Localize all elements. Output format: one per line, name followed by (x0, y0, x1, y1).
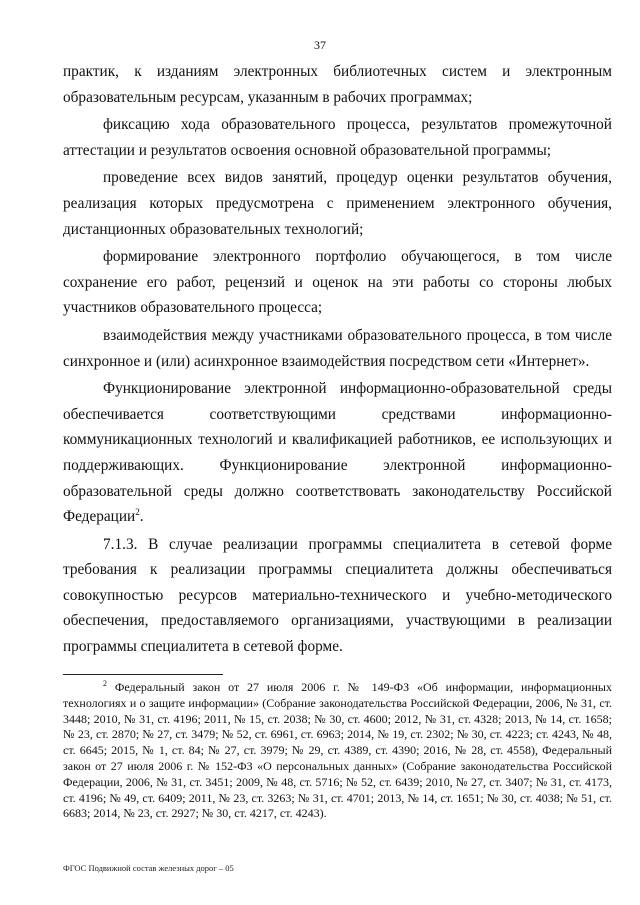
paragraph: 7.1.3. В случае реализации программы специалитета в сетевой форме требования к реализации программы специалитета должны обеспечиваться совокупностью ресурсов материально-технического и учебно-методического обеспечения, предоставляемого организациями, участвующими в реализации программы специалитета в сетевой форме. (63, 535, 612, 656)
page-number: 37 (314, 38, 326, 52)
paragraph: формирование электронного портфолио обучающегося, в том числе сохранение его работ, рецензий и оценок на эти работы со стороны любых участников образовательного процесса; (63, 248, 612, 317)
paragraph-text: Функционирование электронной информационно-образовательной среды обеспечивается соответствующими средствами информационно-коммуникационных технологий и квалификацией работников, ее использующих и поддерживающих. Функционирование электронной информационно-образовательной среды должно соответствовать законодательству Российской Федерации (63, 380, 612, 526)
footnote (63, 680, 612, 822)
footnote-divider (63, 674, 223, 675)
paragraph: взаимодействия между участниками образовательного процесса, в том числе синхронное и (или) асинхронное взаимодействия посредством сети «Интернет». (63, 326, 612, 370)
main-text (63, 59, 612, 662)
footnote-ref: 2 (135, 507, 140, 517)
paragraph: фиксацию хода образовательного процесса, результатов промежуточной аттестации и результатов освоения основной образовательной программы; (63, 116, 612, 159)
paragraph: практик, к изданиям электронных библиотечных систем и электронным образовательным ресурсам, указанным в рабочих программах; (63, 63, 612, 106)
footnote-text: Федеральный закон от 27 июля 2006 г. № 149-ФЗ «Об информации, информационных технологиях и о защите информации» (Собрание законодательства Российской Федерации, 2006, № 31, ст. 3448; 2010, № 31, ст. 4196; 2011, № 15, ст. 2038; № 30, ст. 4600; 2012, № 31, ст. 4328; 2013, № 14, ст. 1658; № 23, ст. 2870; № 27, ст. 3479; № 52, ст. 6961, ст. 6963; 2014, № 19, ст. 2302; № 30, ст. 4223; ст. 4243, № 48, ст. 6645; 2015, № 1, ст. 84; № 27, ст. 3979; № 29, ст. 4389, ст. 4390; 2016, № 28, ст. 4558), Федеральный закон от 27 июля 2006 г. № 152-ФЗ «О персональных данных» (Собрание законодательства Российской Федерации, 2006, № 31, ст. 3451; 2009, № 48, ст. 5716; № 52, ст. 6439; 2010, № 27, ст. 3407; № 31, ст. 4173, ст. 4196; № 49, ст. 6409; 2011, № 23, ст. 3263; № 31, ст. 4701; 2013, № 14, ст. 1651; № 30, ст. 4038; № 51, ст. 6683; 2014, № 23, ст. 2927; № 30, ст. 4217, ст. 4243). (63, 680, 612, 821)
paragraph-with-footnote (63, 376, 612, 530)
paragraph-end: . (139, 508, 144, 526)
page-footer: ФГОС Подвижной состав железных дорог – 05 (63, 863, 234, 873)
paragraph: проведение всех видов занятий, процедур оценки результатов обучения, реализация которых предусмотрена с применением электронного обучения, дистанционных образовательных технологий; (63, 169, 612, 238)
footnote-marker: 2 (103, 679, 107, 688)
